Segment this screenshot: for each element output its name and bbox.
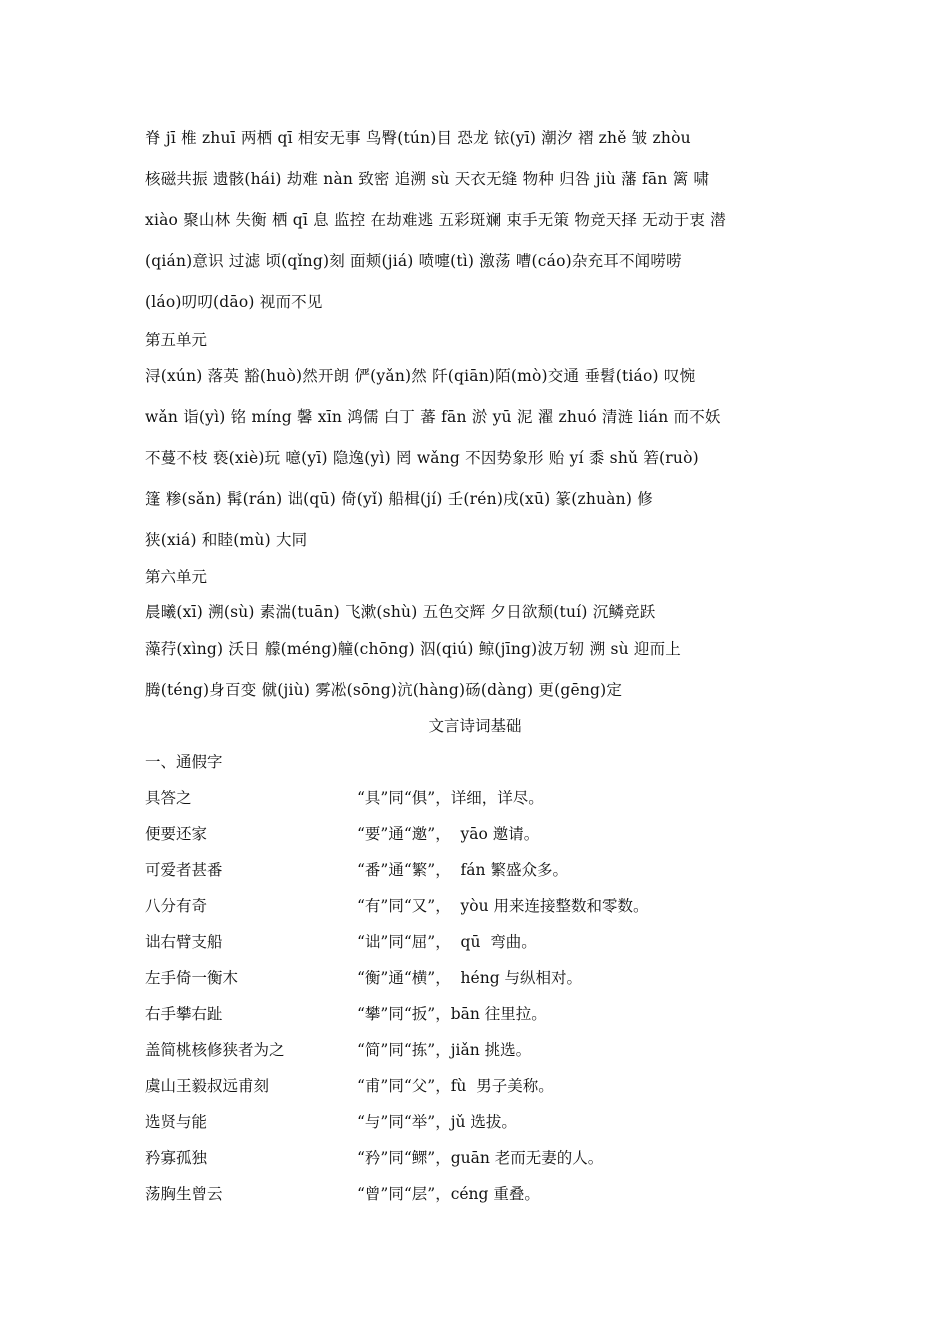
tongjia-row <box>145 894 649 916</box>
tongjia-row <box>145 1002 547 1024</box>
tongjia-term: 矜寡孤独 <box>145 1149 208 1167</box>
tongjia-explanation: “衡”通“横”， héng 与纵相对。 <box>357 969 583 987</box>
unit5-line: 浔(xún) 落英 豁(huò)然开朗 俨(yǎn)然 阡(qiān)陌(mò)交通 垂髫(tiáo) 叹惋 <box>145 367 696 385</box>
tongjia-explanation: “具”同“俱”，详细，详尽。 <box>357 789 544 807</box>
tongjia-term: 盖简桃核修狭者为之 <box>145 1041 285 1059</box>
unit5-line: 篷 糁(sǎn) 髯(rán) 诎(qū) 倚(yǐ) 船楫(jí) 壬(rén)戌(xū) 篆(zhuàn) 修 <box>145 490 653 508</box>
tongjia-explanation: “矜”同“鳏”，guān 老而无妻的人。 <box>357 1149 604 1167</box>
unit5-heading: 第五单元 <box>145 331 208 349</box>
unit6-line: 腾(téng)身百变 僦(jiù) 雾凇(sōng)沆(hàng)砀(dàng) 更(gēng)定 <box>145 681 623 699</box>
tongjia-row <box>145 1038 531 1060</box>
unit5-line: wǎn 诣(yì) 铭 míng 馨 xīn 鸿儒 白丁 蕃 fān 淤 yū 泥 濯 zhuó 清涟 lián 而不妖 <box>145 408 721 426</box>
tongjia-explanation: “诎”同“屈”， qū 弯曲。 <box>357 933 537 951</box>
tongjia-row <box>145 1146 603 1168</box>
tongjia-term: 左手倚一衡木 <box>145 969 239 987</box>
tongjia-explanation: “有”同“又”， yòu 用来连接整数和零数。 <box>357 897 649 915</box>
tongjia-row <box>145 822 539 844</box>
tongjia-term: 便要还家 <box>145 825 208 843</box>
tongjia-term: 可爱者甚番 <box>145 861 223 879</box>
tongjia-row <box>145 1074 554 1096</box>
tongjia-row <box>145 1110 517 1132</box>
tongjia-row <box>145 966 582 988</box>
unit4-line: (láo)叨叨(dāo) 视而不见 <box>145 293 323 311</box>
tongjia-row <box>145 1182 540 1204</box>
tongjia-explanation: “与”同“举”，jǔ 选拔。 <box>357 1113 517 1131</box>
tongjia-term: 右手攀右趾 <box>145 1005 223 1023</box>
unit4-line: 核磁共振 遗骸(hái) 劫难 nàn 致密 追溯 sù 天衣无缝 物种 归咎 jiù 藩 fān 篱 啸 <box>145 170 710 188</box>
tongjia-row <box>145 858 568 880</box>
unit6-line: 藻荇(xìng) 沃日 艨(méng)艟(chōng) 泅(qiú) 鲸(jīng)波万轫 溯 sù 迎而上 <box>145 640 682 658</box>
tongjia-term: 具答之 <box>145 789 192 807</box>
unit4-line: 脊 jī 椎 zhuī 两栖 qī 相安无事 鸟臀(tún)目 恐龙 铱(yī) 潮汐 褶 zhě 皱 zhòu <box>145 129 691 147</box>
unit6-heading: 第六单元 <box>145 568 208 586</box>
unit4-line: (qián)意识 过滤 顷(qǐng)刻 面颊(jiá) 喷嚏(tì) 激荡 嘈(cáo)杂充耳不闻唠唠 <box>145 252 682 270</box>
tongjia-explanation: “曾”同“层”，céng 重叠。 <box>357 1185 540 1203</box>
tongjia-term: 虞山王毅叔远甫刻 <box>145 1077 270 1095</box>
tongjia-explanation: “番”通“繁”， fán 繁盛众多。 <box>357 861 568 879</box>
tongjia-explanation: “要”通“邀”， yāo 邀请。 <box>357 825 540 843</box>
unit4-line: xiào 聚山林 失衡 栖 qī 息 监控 在劫难逃 五彩斑斓 束手无策 物竞天择 无动于衷 潜 <box>145 211 726 229</box>
tongjia-explanation: “攀”同“扳”，bān 往里拉。 <box>357 1005 547 1023</box>
unit5-line: 狭(xiá) 和睦(mù) 大同 <box>145 531 308 549</box>
unit5-line: 不蔓不枝 亵(xiè)玩 噫(yī) 隐逸(yì) 罔 wǎng 不因势象形 贻 yí 黍 shǔ 箬(ruò) <box>145 449 699 467</box>
tongjia-explanation: “简”同“拣”，jiǎn 挑选。 <box>357 1041 532 1059</box>
unit6-line: 晨曦(xī) 溯(sù) 素湍(tuān) 飞漱(shù) 五色交辉 夕日欲颓(tuí) 沉鳞竞跃 <box>145 603 656 621</box>
tongjia-term: 荡胸生曾云 <box>145 1185 223 1203</box>
section-title: 文言诗词基础 <box>428 717 522 735</box>
tongjia-explanation: “甫”同“父”，fù 男子美称。 <box>357 1077 554 1095</box>
tongjia-term: 诎右臂支船 <box>145 933 223 951</box>
tongjia-heading: 一、通假字 <box>145 753 223 771</box>
tongjia-row <box>145 786 544 808</box>
tongjia-term: 八分有奇 <box>145 897 208 915</box>
tongjia-row <box>145 930 537 952</box>
tongjia-term: 选贤与能 <box>145 1113 208 1131</box>
